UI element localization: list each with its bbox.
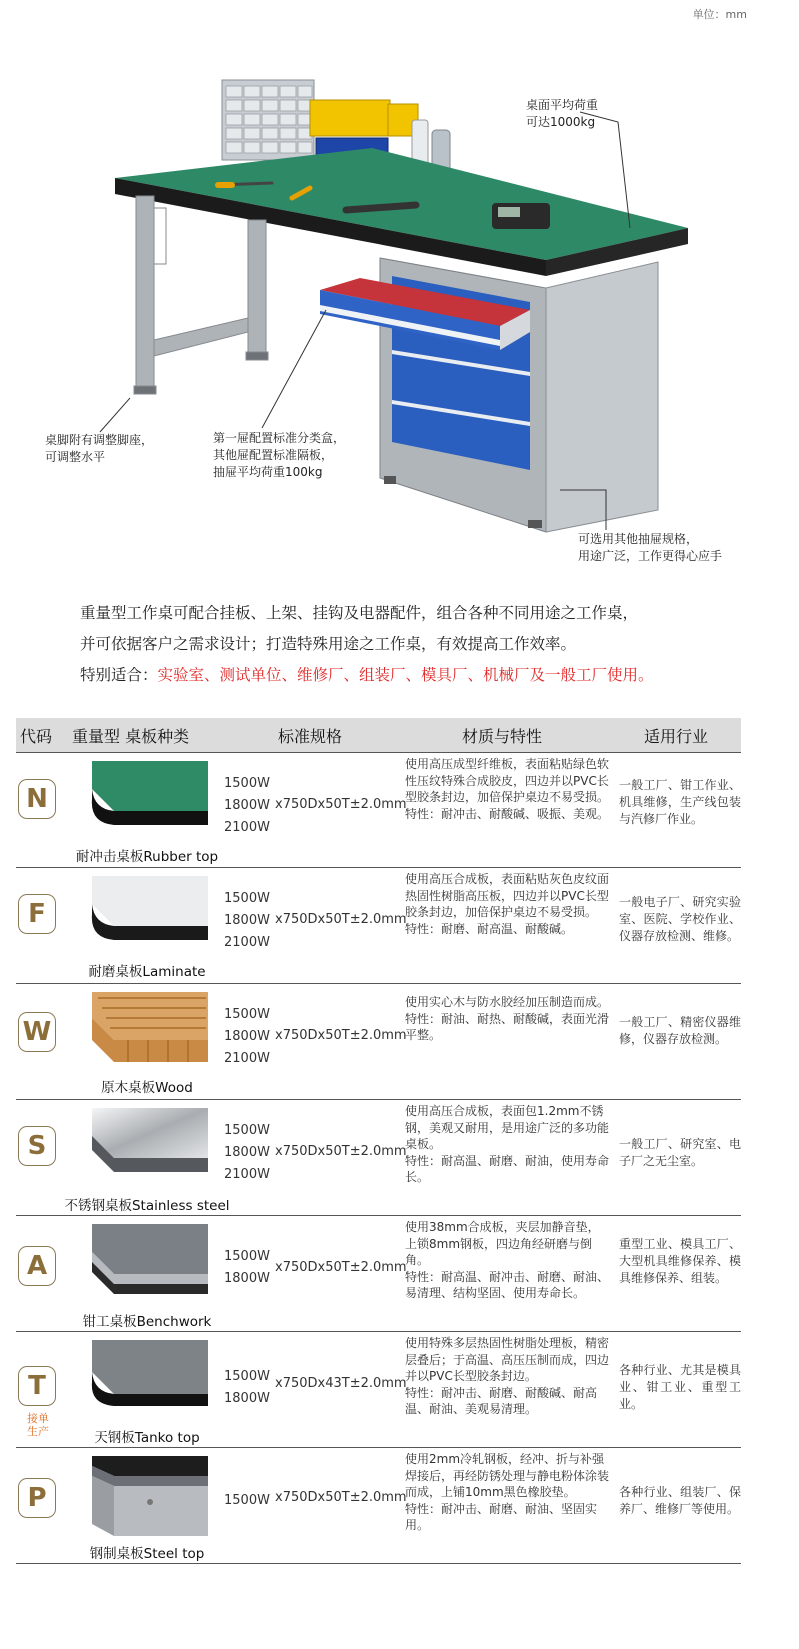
callout-drawer xyxy=(213,430,345,481)
dimension-spec: x750Dx50T±2.0mm xyxy=(275,912,407,927)
callout-top-load xyxy=(526,97,598,131)
drawer-cabinet xyxy=(320,258,658,532)
unit-label: 单位：mm xyxy=(692,8,747,21)
code-badge: A xyxy=(18,1246,56,1286)
material-description xyxy=(405,1103,611,1186)
material-description xyxy=(405,1451,611,1534)
left-leg-frame xyxy=(134,196,268,394)
industry-text: 一般工厂、精密仪器维修，仪器存放检测。 xyxy=(619,1015,741,1046)
material-description xyxy=(405,756,611,822)
width-option: 1800W xyxy=(224,913,270,928)
industry-text: 一般工厂、钳工作业、机具维修，生产线包装与汽修厂作业。 xyxy=(619,778,741,826)
width-options xyxy=(224,773,270,839)
table-row xyxy=(16,984,741,1100)
width-option: 1500W xyxy=(224,891,270,906)
tabletop-caption: 钢制桌板Steel top xyxy=(89,1546,205,1562)
material-text: 使用实心木与防水胶经加压制造而成。 xyxy=(405,995,610,1009)
code-badge: T xyxy=(18,1366,56,1406)
feature-text: 特性：耐磨、耐高温、耐酸碱。 xyxy=(405,921,574,936)
material-text: 使用高压成型纤维板，表面粘贴绿色软性压纹特殊合成胶皮，四边并以PVC长型胶条封边，加倍保护桌边不易受损。 xyxy=(405,757,610,804)
workbench-illustration xyxy=(0,0,799,600)
tabletop-sample-image xyxy=(88,1454,208,1538)
dimension-spec: x750Dx50T±2.0mm xyxy=(275,797,407,812)
material-text: 使用38mm合成板，夹层加静音垫，上锁8mm钢板，四边角经研磨与倒角。 xyxy=(405,1220,600,1267)
width-options xyxy=(224,1366,270,1410)
spec-table xyxy=(16,718,741,1564)
width-option: 2100W xyxy=(224,935,270,950)
material-description xyxy=(405,871,611,937)
width-option: 1800W xyxy=(224,1271,270,1286)
width-options xyxy=(224,888,270,954)
feature-text: 特性：耐油、耐热、耐酸碱，表面光滑平整。 xyxy=(405,1011,610,1042)
callout-feet xyxy=(45,432,153,466)
width-option: 1500W xyxy=(224,1007,270,1022)
width-options xyxy=(224,1246,270,1290)
callout-line: 可达1000kg xyxy=(526,115,596,129)
feature-text: 特性：耐冲击、耐磨、耐油、坚固实用。 xyxy=(405,1501,598,1532)
tabletop-sample-image xyxy=(88,1222,208,1306)
industry-text: 各种行业、组装厂、保养厂、维修厂等使用。 xyxy=(619,1485,741,1516)
code-badge: P xyxy=(18,1478,56,1518)
header-type: 重量型 桌板种类 xyxy=(72,726,190,746)
intro-line-2: 并可依据客户之需求设计；打造特殊用途之工作桌，有效提高工作效率。 xyxy=(80,635,577,653)
table-row xyxy=(16,1216,741,1332)
width-option: 2100W xyxy=(224,1051,270,1066)
tabletop-sample-image xyxy=(88,1338,208,1422)
width-option: 1800W xyxy=(224,1391,270,1406)
feature-text: 特性：耐高温、耐磨、耐油，使用寿命长。 xyxy=(405,1153,610,1184)
width-options xyxy=(224,1490,270,1512)
tabletop-caption: 耐冲击桌板Rubber top xyxy=(75,849,219,865)
width-options xyxy=(224,1120,270,1186)
intro-suitable-label: 特别适合： xyxy=(80,666,158,684)
dimension-spec: x750Dx43T±2.0mm xyxy=(275,1376,407,1391)
workbench-drawing xyxy=(0,0,799,600)
callout-options xyxy=(578,531,722,565)
header-code: 代码 xyxy=(20,726,53,746)
callout-line: 其他屉配置标准隔板， xyxy=(213,448,334,462)
callout-line: 桌面平均荷重 xyxy=(526,98,599,112)
tabletop-caption: 原木桌板Wood xyxy=(101,1080,193,1096)
tabletop-sample-image xyxy=(88,1106,208,1190)
header-industry: 适用行业 xyxy=(644,726,709,746)
width-option: 1800W xyxy=(224,798,270,813)
callout-line: 桌脚附有调整脚座， xyxy=(45,433,154,447)
feature-text: 特性：耐冲击、耐酸碱、吸振、美观。 xyxy=(405,806,610,821)
table-row xyxy=(16,1100,741,1216)
callout-line: 可选用其他抽屉规格， xyxy=(578,532,699,546)
width-option: 1500W xyxy=(224,1123,270,1138)
industry-text: 一般电子厂、研究实验室、医院、学校作业、仪器存放检测、维修。 xyxy=(619,895,741,943)
callout-line: 第一屉配置标准分类盒， xyxy=(213,431,346,445)
feature-text: 特性：耐冲击、耐磨、耐酸碱、耐高温、耐油、美观易清理。 xyxy=(405,1385,598,1416)
material-text: 使用2mm冷轧钢板，经冲、折与补强焊接后，再经防锈处理与静电粉体涂装而成，上铺10mm黑色橡胶垫。 xyxy=(405,1452,610,1499)
width-option: 1500W xyxy=(224,1249,270,1264)
width-option: 1500W xyxy=(224,1493,270,1508)
table-row xyxy=(16,1448,741,1564)
dimension-spec: x750Dx50T±2.0mm xyxy=(275,1260,407,1275)
dimension-spec: x750Dx50T±2.0mm xyxy=(275,1490,407,1505)
industry-text: 重型工业、模具工厂、大型机具维修保养、模具维修保养、组装。 xyxy=(619,1237,741,1285)
tabletop-sample-image xyxy=(88,874,208,958)
material-description xyxy=(405,1335,611,1418)
width-option: 1500W xyxy=(224,776,270,791)
material-description xyxy=(405,994,611,1044)
material-text: 使用高压合成板，表面包1.2mm不锈钢，美观又耐用，是用途广泛的多功能桌板。 xyxy=(405,1104,610,1151)
header-material: 材质与特性 xyxy=(462,726,543,746)
intro-suitable-list: 实验室、测试单位、维修厂、组装厂、模具厂、机械厂及一般工厂使用。 xyxy=(157,666,654,684)
width-option: 1500W xyxy=(224,1369,270,1384)
industry-text: 各种行业、尤其是模具业、钳工业、重型工业。 xyxy=(619,1363,741,1411)
width-option: 1800W xyxy=(224,1145,270,1160)
code-badge: F xyxy=(18,894,56,934)
tabletop-caption: 钳工桌板Benchwork xyxy=(82,1314,212,1330)
callout-line: 抽屉平均荷重100kg xyxy=(213,465,323,479)
tabletop-caption: 天钢板Tanko top xyxy=(94,1430,200,1446)
callout-line: 用途广泛，工作更得心应手 xyxy=(578,549,723,563)
code-badge: S xyxy=(18,1126,56,1166)
feature-text: 特性：耐高温、耐冲击、耐磨、耐油、易清理、结构坚固、使用寿命长。 xyxy=(405,1269,610,1300)
industry-text: 一般工厂、研究室、电子厂之无尘室。 xyxy=(619,1137,741,1168)
width-option: 2100W xyxy=(224,1167,270,1182)
tabletop-sample-image xyxy=(88,759,208,843)
callout-line: 可调整水平 xyxy=(45,450,106,464)
width-option: 2100W xyxy=(224,820,270,835)
intro-line-3 xyxy=(80,660,654,691)
table-row xyxy=(16,1332,741,1448)
intro-line-1: 重量型工作桌可配合挂板、上架、挂钩及电器配件，组合各种不同用途之工作桌， xyxy=(80,604,639,622)
tabletop-sample-image xyxy=(88,990,208,1074)
table-row xyxy=(16,752,741,868)
intro-text xyxy=(80,598,654,691)
code-badge: W xyxy=(18,1012,56,1052)
tabletop-caption: 耐磨桌板Laminate xyxy=(88,964,206,980)
header-spec: 标准规格 xyxy=(278,726,343,746)
tabletop xyxy=(115,148,688,276)
tabletop-caption: 不锈钢桌板Stainless steel xyxy=(64,1198,230,1214)
table-body xyxy=(16,752,741,1564)
code-badge: N xyxy=(18,779,56,819)
material-text: 使用特殊多层热固性树脂处理板，精密层叠后；于高温、高压压制而成，四边并以PVC长型胶条封边。 xyxy=(405,1336,610,1383)
material-text: 使用高压合成板，表面粘贴灰色皮纹面热固性树脂高压板，四边并以PVC长型胶条封边，加倍保护桌边不易受损。 xyxy=(405,872,610,919)
material-description xyxy=(405,1219,611,1302)
made-to-order-note: 接单生产 xyxy=(27,1412,49,1438)
width-options xyxy=(224,1004,270,1070)
dimension-spec: x750Dx50T±2.0mm xyxy=(275,1144,407,1159)
dimension-spec: x750Dx50T±2.0mm xyxy=(275,1028,407,1043)
width-option: 1800W xyxy=(224,1029,270,1044)
table-header xyxy=(16,718,741,752)
table-row xyxy=(16,868,741,984)
